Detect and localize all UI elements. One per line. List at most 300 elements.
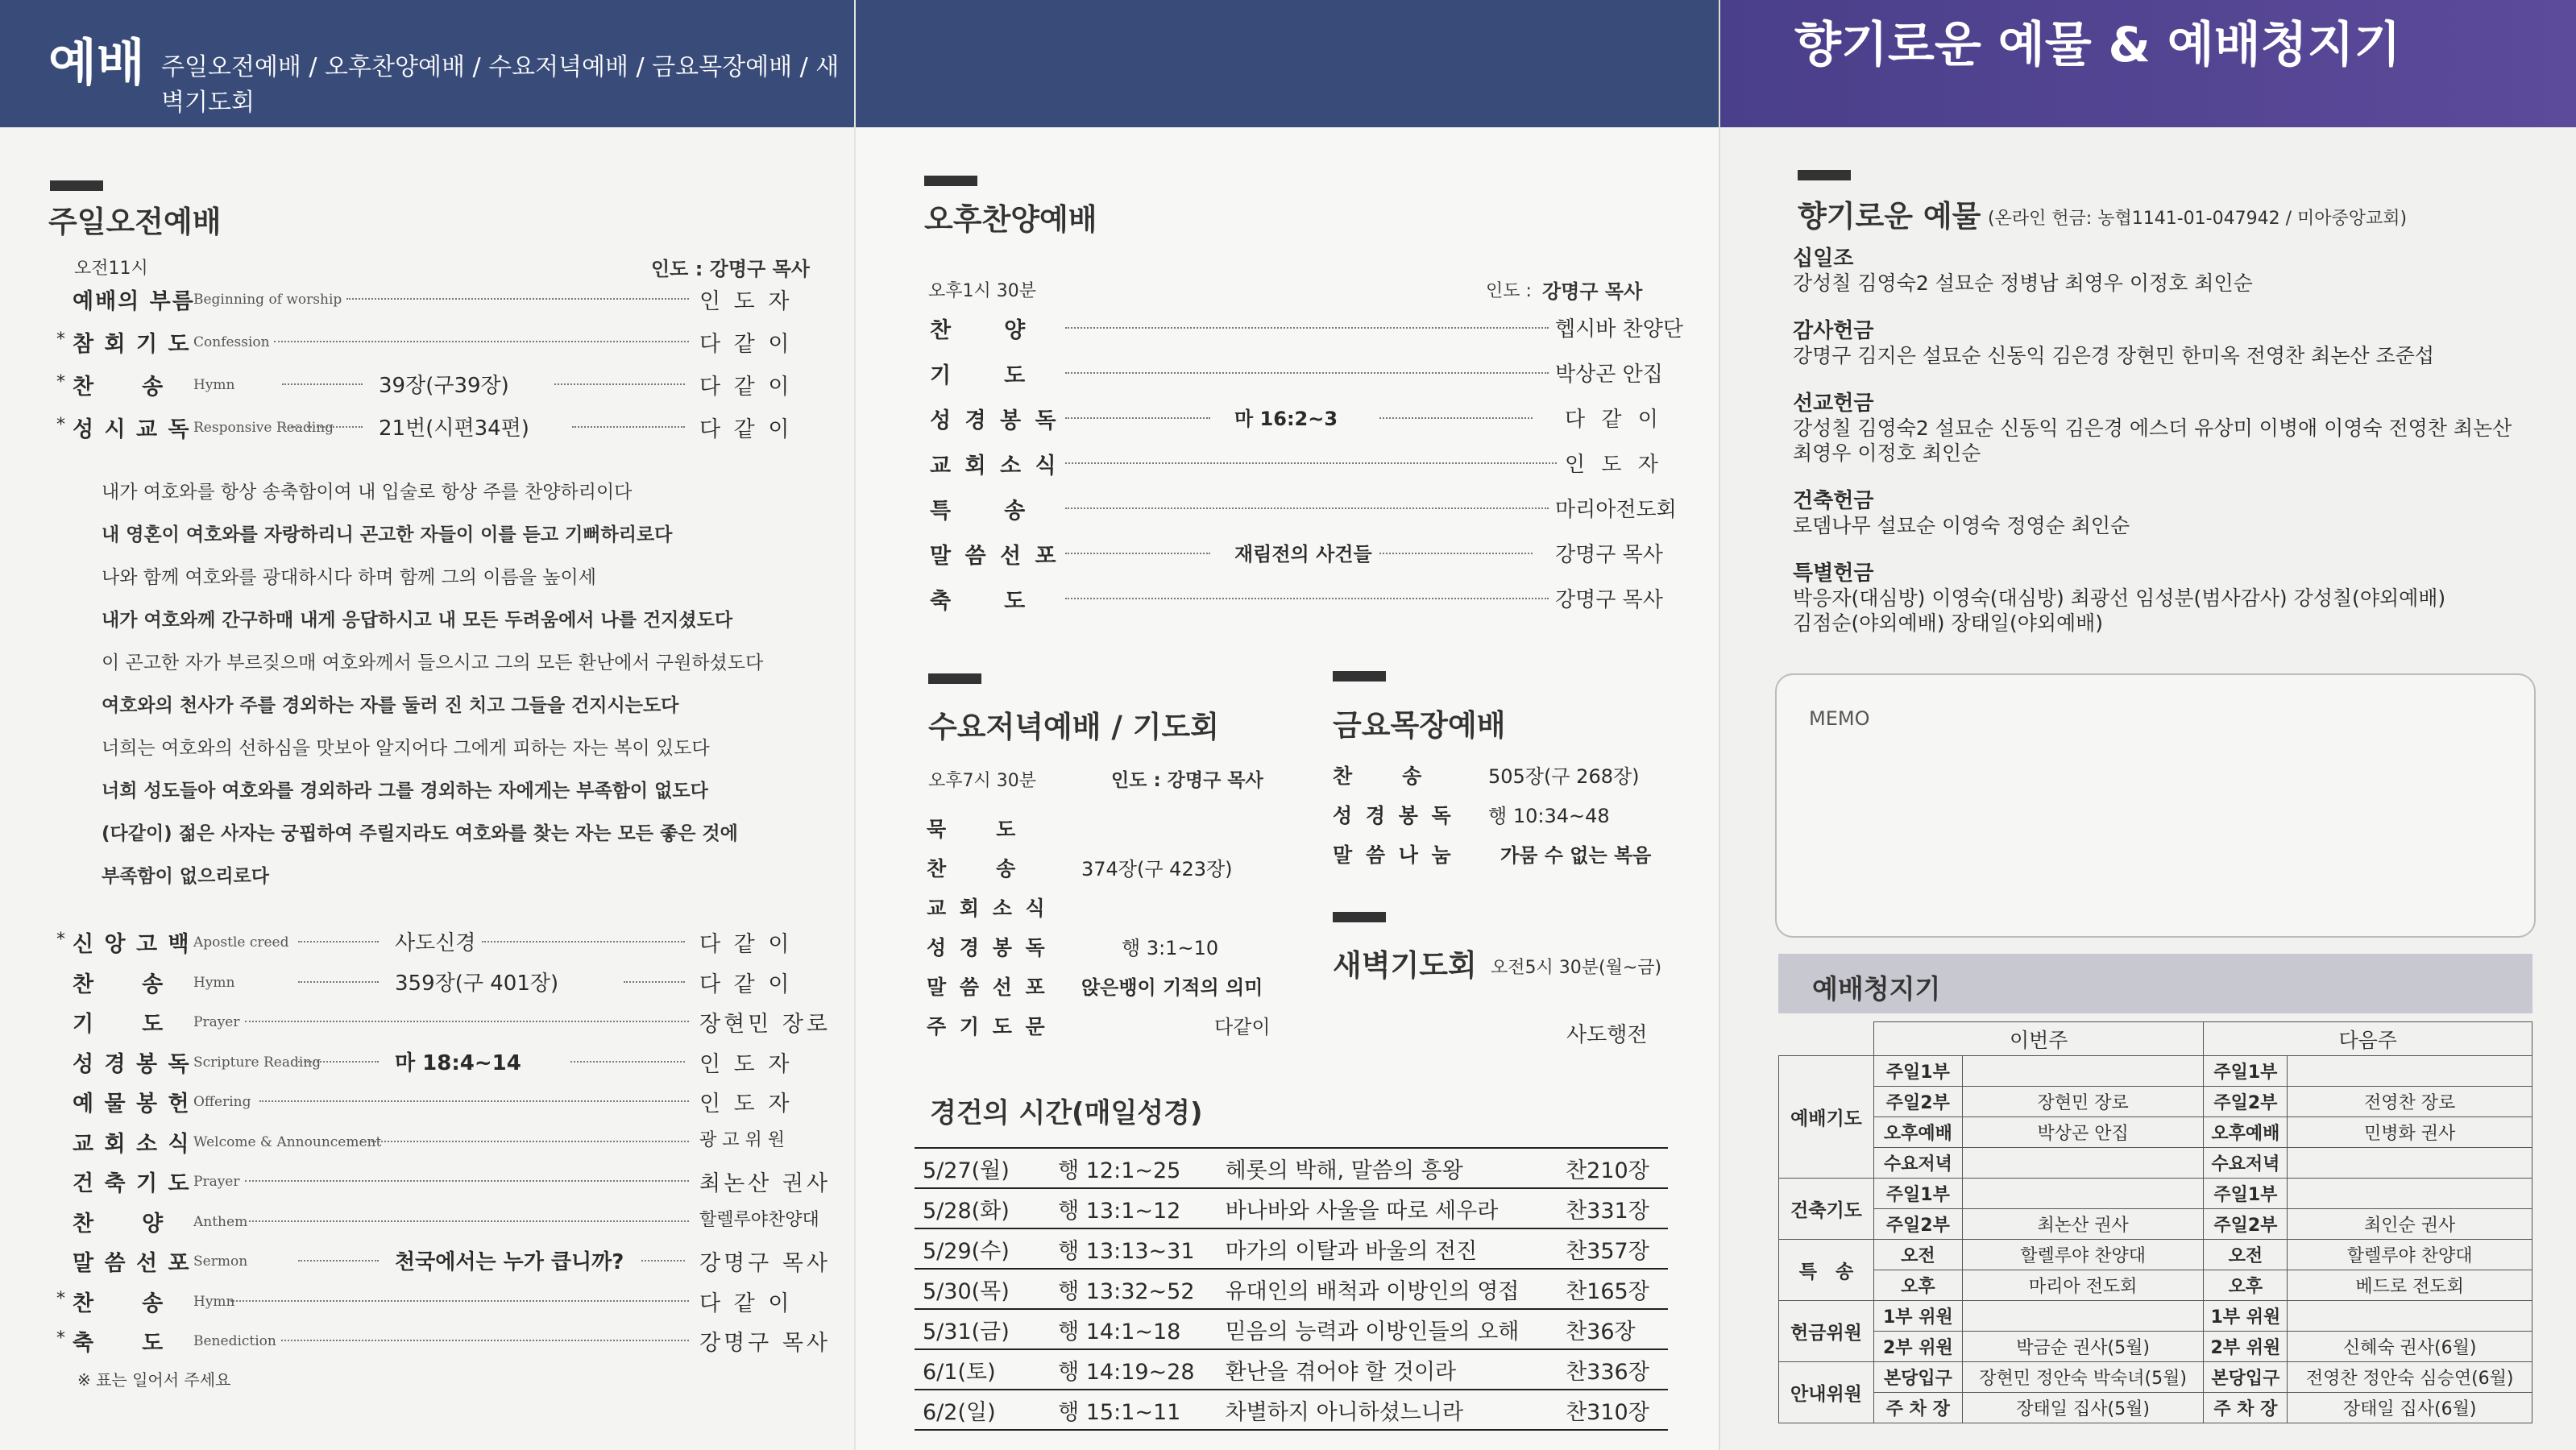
banner-subtitle: 주일오전예배 / 오후찬양예배 / 수요저녁예배 / 금요목장예배 / 새벽기도회 bbox=[161, 53, 840, 117]
order-person: 인 도 자 bbox=[1565, 453, 1663, 477]
duty-group-label: 건축기도 bbox=[1779, 1179, 1874, 1240]
duty-next-week-person: 신혜숙 권사(6월) bbox=[2288, 1332, 2532, 1362]
order-row bbox=[0, 369, 854, 401]
duty-role: 주 차 장 bbox=[1873, 1393, 1962, 1423]
order-label: 신 앙 고 백 bbox=[73, 932, 191, 957]
devotion-date: 5/27(월) bbox=[915, 1148, 1050, 1188]
order-person: 광 고 위 원 bbox=[699, 1129, 785, 1150]
offering-names: 강성칠 김영숙2 설묘순 정병남 최영우 이정호 최인순 bbox=[1793, 271, 2253, 295]
order-row bbox=[0, 1086, 854, 1118]
order-label: 성 경 봉 독 bbox=[73, 1051, 191, 1077]
duty-group-label: 특 송 bbox=[1779, 1240, 1874, 1301]
duty-next-week-person bbox=[2288, 1179, 2532, 1209]
duty-title: 예배청지기 bbox=[1812, 973, 1941, 1005]
offering-names: 강성칠 김영숙2 설묘순 신동익 김은경 에스더 유상미 이병애 이영숙 전영찬 최논산 bbox=[1793, 416, 2512, 440]
duty-role: 주일2부 bbox=[1873, 1209, 1962, 1240]
psalm-line: 내가 여호와를 항상 송축함이여 내 입술로 항상 주를 찬양하리이다 bbox=[102, 482, 633, 503]
order-row bbox=[856, 448, 1720, 480]
leader-dots bbox=[230, 1300, 689, 1302]
order-label: 찬 송 bbox=[927, 857, 1019, 880]
order-label: 교 회 소 식 bbox=[73, 1131, 191, 1157]
order-person: 강명구 목사 bbox=[1555, 588, 1663, 612]
psalm-line: 내가 여호와께 간구하매 내게 응답하시고 내 모든 두려움에서 나를 건지셨도다 bbox=[102, 610, 733, 631]
leader-dots bbox=[1379, 417, 1533, 419]
duty-role-next: 주일1부 bbox=[2204, 1179, 2288, 1209]
order-label: 찬 양 bbox=[73, 1211, 165, 1237]
order-content: 마 18:4~14 bbox=[395, 1050, 521, 1075]
order-content: 다같이 bbox=[1214, 1016, 1271, 1038]
devotion-row bbox=[915, 1228, 1668, 1269]
leader-dots bbox=[482, 941, 685, 942]
online-offering-info: (온라인 헌금: 농협1141-01-047942 / 미아중앙교회) bbox=[1988, 209, 2408, 229]
offering-names: 김점순(야외예배) 장태일(야외예배) bbox=[1793, 611, 2104, 635]
afternoon-time: 오후1시 30분 bbox=[928, 281, 1036, 301]
order-label: 교 회 소 식 bbox=[930, 454, 1060, 478]
devotion-row bbox=[915, 1148, 1668, 1188]
devotion-ref: 행 14:1~18 bbox=[1050, 1309, 1217, 1349]
duty-this-week-person: 할렐루야 찬양대 bbox=[1962, 1240, 2204, 1270]
order-row bbox=[0, 1126, 854, 1158]
order-row bbox=[0, 1166, 854, 1198]
psalm-line: (다같이) 젊은 사자는 궁핍하여 주릴지라도 여호와를 찾는 자는 모든 좋은 것에 bbox=[102, 823, 738, 844]
section-title-friday: 금요목장예배 bbox=[1333, 708, 1506, 743]
duty-role-next: 주 차 장 bbox=[2204, 1393, 2288, 1423]
duty-row bbox=[1779, 1393, 2532, 1423]
order-label: 예 물 봉 헌 bbox=[73, 1092, 191, 1116]
leader-dots bbox=[641, 1260, 685, 1262]
order-row bbox=[856, 583, 1720, 615]
duty-role-next: 수요저녁 bbox=[2204, 1148, 2288, 1179]
memo-box[interactable] bbox=[1775, 673, 2536, 938]
order-row bbox=[0, 967, 854, 999]
leader-dots bbox=[298, 941, 379, 942]
order-english-label: Hymn bbox=[193, 1293, 235, 1310]
order-label: 성 경 봉 독 bbox=[927, 936, 1048, 959]
leader-dots bbox=[572, 426, 685, 428]
psalm-line: 이 곤고한 자가 부르짖으매 여호와께서 들으시고 그의 모든 환난에서 구원하셨도다 bbox=[102, 652, 764, 673]
duty-this-week-person bbox=[1962, 1056, 2204, 1087]
order-row bbox=[856, 972, 1307, 1004]
order-label: 찬 송 bbox=[73, 1290, 165, 1316]
duty-role-next: 본당입구 bbox=[2204, 1362, 2288, 1393]
devotion-date: 6/1(토) bbox=[915, 1349, 1050, 1390]
leader-dots bbox=[282, 383, 363, 385]
duty-next-week-person bbox=[2288, 1148, 2532, 1179]
order-row bbox=[0, 326, 854, 358]
order-label: 성 경 봉 독 bbox=[1333, 804, 1454, 827]
psalm-line: 부족함이 없으리로다 bbox=[102, 866, 269, 887]
duty-row bbox=[1779, 1301, 2532, 1332]
order-person: 다 같 이 bbox=[699, 417, 793, 442]
devotion-topic: 바나바와 사울을 따로 세우라 bbox=[1217, 1188, 1558, 1228]
duty-role: 주일1부 bbox=[1873, 1056, 1962, 1087]
duty-next-week-person: 장태일 집사(6월) bbox=[2288, 1393, 2532, 1423]
devotion-row bbox=[915, 1390, 1668, 1430]
order-english-label: Beginning of worship bbox=[193, 292, 342, 308]
order-content: 359장(구 401장) bbox=[395, 971, 559, 996]
leader-dots bbox=[1065, 327, 1549, 329]
devotion-hymn: 찬336장 bbox=[1558, 1349, 1668, 1390]
devotion-hymn: 찬36장 bbox=[1558, 1309, 1668, 1349]
duty-next-week-person bbox=[2288, 1056, 2532, 1087]
offering-names: 로뎀나무 설묘순 이영숙 정영순 최인순 bbox=[1793, 514, 2130, 537]
devotion-ref: 행 15:1~11 bbox=[1050, 1390, 1217, 1430]
order-english-label: Apostle creed bbox=[193, 934, 289, 951]
devotion-date: 5/29(수) bbox=[915, 1228, 1050, 1269]
devotion-ref: 행 13:13~31 bbox=[1050, 1228, 1217, 1269]
offering-names: 박응자(대심방) 이영숙(대심방) 최광선 임성분(범사감사) 강성칠(야외예배) bbox=[1793, 586, 2446, 610]
order-person: 다 같 이 bbox=[699, 375, 793, 400]
panel-offering bbox=[1719, 0, 2576, 1450]
order-english-label: Benediction bbox=[193, 1333, 276, 1349]
order-row bbox=[856, 358, 1720, 390]
leader-dots bbox=[1065, 372, 1549, 374]
section-title-offering: 향기로운 예물 bbox=[1798, 199, 1981, 234]
order-content: 천국에서는 누가 큽니까? bbox=[395, 1250, 624, 1274]
leader-dots bbox=[298, 981, 379, 983]
duty-role: 주일2부 bbox=[1873, 1087, 1962, 1117]
duty-this-week-person bbox=[1962, 1148, 2204, 1179]
devotion-row bbox=[915, 1309, 1668, 1349]
order-star: * bbox=[56, 1328, 65, 1348]
order-label: 축 도 bbox=[73, 1331, 165, 1356]
duty-this-week-person: 최논산 권사 bbox=[1962, 1209, 2204, 1240]
offering-names: 최영우 이정호 최인순 bbox=[1793, 441, 1981, 465]
order-content: 374장(구 423장) bbox=[1081, 858, 1233, 880]
order-content: 재림전의 사건들 bbox=[1234, 543, 1372, 566]
order-row bbox=[0, 1325, 854, 1357]
devotion-date: 5/28(화) bbox=[915, 1188, 1050, 1228]
devotion-hymn: 찬310장 bbox=[1558, 1390, 1668, 1430]
leader-dots bbox=[1065, 417, 1210, 419]
order-person: 인 도 자 bbox=[699, 1092, 793, 1116]
leader-dots bbox=[1379, 553, 1533, 554]
duty-group-label: 안내위원 bbox=[1779, 1362, 1874, 1423]
sunday-time: 오전11시 bbox=[74, 259, 148, 279]
order-row bbox=[0, 1006, 854, 1038]
order-english-label: Hymn bbox=[193, 974, 235, 991]
order-row bbox=[856, 1011, 1307, 1043]
order-row bbox=[0, 1046, 854, 1079]
offering-names: 강명구 김지은 설묘순 신동익 김은경 장현민 한미옥 전영찬 최논산 조준섭 bbox=[1793, 344, 2435, 367]
duty-role-next: 1부 위원 bbox=[2204, 1301, 2288, 1332]
devotion-topic: 차별하지 아니하셨느니라 bbox=[1217, 1390, 1558, 1430]
psalm-line: 너희는 여호와의 선하심을 맛보아 알지어다 그에게 피하는 자는 복이 있도다 bbox=[102, 738, 710, 759]
devotion-ref: 행 13:1~12 bbox=[1050, 1188, 1217, 1228]
order-content: 앉은뱅이 기적의 의미 bbox=[1081, 976, 1263, 999]
order-person: 헵시바 찬양단 bbox=[1555, 317, 1683, 342]
devotion-topic: 환난을 겪어야 할 것이라 bbox=[1217, 1349, 1558, 1390]
section-bar bbox=[1333, 912, 1386, 922]
order-person: 강명구 목사 bbox=[699, 1251, 831, 1276]
order-content: 마 16:2~3 bbox=[1234, 408, 1338, 430]
order-star: * bbox=[56, 372, 65, 392]
leader-dots bbox=[570, 1061, 685, 1063]
duty-row bbox=[1779, 1148, 2532, 1179]
devotion-row bbox=[915, 1269, 1668, 1309]
devotion-ref: 행 12:1~25 bbox=[1050, 1148, 1217, 1188]
order-row bbox=[0, 412, 854, 444]
duty-next-week-person: 전영찬 정안숙 심승연(6월) bbox=[2288, 1362, 2532, 1393]
duty-role: 1부 위원 bbox=[1873, 1301, 1962, 1332]
duty-next-week-person: 할렐루야 찬양대 bbox=[2288, 1240, 2532, 1270]
order-content: 가뭄 수 없는 복음 bbox=[1500, 844, 1652, 867]
order-content: 사도신경 bbox=[395, 931, 476, 955]
duty-this-week-person: 장태일 집사(5월) bbox=[1962, 1393, 2204, 1423]
leader-dots bbox=[259, 1100, 689, 1102]
wednesday-leader: 인도 : 강명구 목사 bbox=[1111, 770, 1263, 791]
order-english-label: Confession bbox=[193, 334, 270, 350]
devotion-date: 5/31(금) bbox=[915, 1309, 1050, 1349]
duty-next-week: 다음주 bbox=[2204, 1022, 2532, 1056]
leader-dots bbox=[298, 1260, 379, 1262]
duty-next-week-person: 베드로 전도회 bbox=[2288, 1270, 2532, 1301]
duty-row bbox=[1779, 1117, 2532, 1148]
duty-row bbox=[1779, 1056, 2532, 1087]
leader-dots bbox=[1065, 462, 1557, 464]
order-row bbox=[0, 1245, 854, 1278]
order-label: 말 씀 선 포 bbox=[927, 976, 1048, 999]
order-row bbox=[0, 926, 854, 959]
duty-this-week-person: 박상곤 안집 bbox=[1962, 1117, 2204, 1148]
order-row bbox=[0, 1286, 854, 1318]
order-label: 참 회 기 도 bbox=[73, 332, 191, 357]
order-label: 교 회 소 식 bbox=[927, 897, 1048, 920]
duty-role-next: 오후예배 bbox=[2204, 1117, 2288, 1148]
devotion-topic: 마가의 이탈과 바울의 전진 bbox=[1217, 1228, 1558, 1269]
order-person: 인 도 자 bbox=[699, 289, 793, 314]
duty-role-next: 오후 bbox=[2204, 1270, 2288, 1301]
order-person: 할렐루야찬양대 bbox=[699, 1209, 819, 1230]
devotion-row bbox=[915, 1349, 1668, 1390]
section-title-dawn: 새벽기도회 bbox=[1333, 948, 1477, 983]
duty-table bbox=[1778, 1021, 2532, 1423]
duty-this-week-person: 마리아 전도회 bbox=[1962, 1270, 2204, 1301]
order-label: 성 시 교 독 bbox=[73, 417, 191, 442]
duty-next-week-person: 최인순 권사 bbox=[2288, 1209, 2532, 1240]
order-english-label: Welcome & Announcement bbox=[193, 1133, 382, 1150]
order-person: 최논산 권사 bbox=[699, 1171, 831, 1196]
psalm-line: 여호와의 천사가 주를 경외하는 자를 둘러 진 치고 그들을 건지시는도다 bbox=[102, 695, 679, 716]
duty-this-week-person bbox=[1962, 1179, 2204, 1209]
duty-this-week-person: 장현민 정안숙 박숙녀(5월) bbox=[1962, 1362, 2204, 1393]
order-label: 특 송 bbox=[930, 499, 1029, 524]
duty-this-week-person: 장현민 장로 bbox=[1962, 1087, 2204, 1117]
duty-role: 주일1부 bbox=[1873, 1179, 1962, 1209]
order-person: 마리아전도회 bbox=[1555, 498, 1677, 522]
order-english-label: Hymn bbox=[193, 377, 235, 393]
order-person: 다 같 이 bbox=[699, 332, 793, 357]
order-person: 인 도 자 bbox=[699, 1051, 793, 1077]
section-bar bbox=[924, 176, 977, 186]
leader-dots bbox=[624, 981, 685, 983]
duty-next-week-person: 민병화 권사 bbox=[2288, 1117, 2532, 1148]
order-row bbox=[856, 493, 1720, 525]
dawn-time: 오전5시 30분(월~금) bbox=[1491, 958, 1662, 978]
order-person: 다 같 이 bbox=[1565, 408, 1663, 432]
order-english-label: Responsive Reading bbox=[193, 420, 334, 436]
duty-role: 오전 bbox=[1873, 1240, 1962, 1270]
duty-this-week-person bbox=[1962, 1301, 2204, 1332]
offering-group-label: 선교헌금 bbox=[1793, 392, 1874, 416]
devotion-hymn: 찬331장 bbox=[1558, 1188, 1668, 1228]
leader-dots bbox=[298, 1061, 379, 1063]
order-row bbox=[856, 538, 1720, 570]
offering-group-label: 십일조 bbox=[1793, 246, 1854, 271]
duty-role: 오후 bbox=[1873, 1270, 1962, 1301]
offering-group-label: 특별헌금 bbox=[1793, 561, 1874, 586]
devotion-topic: 유대인의 배척과 이방인의 영접 bbox=[1217, 1269, 1558, 1309]
order-row bbox=[856, 313, 1720, 345]
section-title-devotion: 경건의 시간(매일성경) bbox=[930, 1097, 1203, 1129]
panel-sunday-worship bbox=[0, 0, 854, 1450]
worship-banner-middle bbox=[856, 0, 1720, 127]
duty-row bbox=[1779, 1087, 2532, 1117]
wednesday-time: 오후7시 30분 bbox=[928, 771, 1036, 791]
leader-dots bbox=[554, 383, 685, 385]
order-label: 찬 송 bbox=[1333, 764, 1425, 788]
order-label: 찬 송 bbox=[73, 972, 165, 997]
devotion-hymn: 찬210장 bbox=[1558, 1148, 1668, 1188]
memo-label: MEMO bbox=[1809, 707, 1870, 730]
order-label: 주 기 도 문 bbox=[927, 1015, 1048, 1038]
section-bar bbox=[928, 673, 981, 684]
banner-title: 예배 bbox=[48, 33, 145, 92]
order-label: 묵 도 bbox=[927, 818, 1019, 841]
order-english-label: Sermon bbox=[193, 1253, 248, 1270]
order-label: 말 씀 나 눔 bbox=[1333, 843, 1454, 867]
duty-row bbox=[1779, 1179, 2532, 1209]
duty-row bbox=[1779, 1270, 2532, 1301]
order-label: 기 도 bbox=[73, 1012, 165, 1037]
section-bar bbox=[1798, 170, 1851, 180]
order-content: 505장(구 268장) bbox=[1488, 765, 1640, 788]
dawn-book: 사도행전 bbox=[1566, 1023, 1648, 1047]
panel-weekday-worship bbox=[854, 0, 1720, 1450]
duty-row bbox=[1779, 1362, 2532, 1393]
order-english-label: Scripture Reading bbox=[193, 1054, 321, 1071]
order-person: 장현민 장로 bbox=[699, 1012, 831, 1037]
section-title-sunday: 주일오전예배 bbox=[48, 205, 222, 239]
sunday-leader: 인도 : 강명구 목사 bbox=[651, 258, 810, 280]
devotion-date: 6/2(일) bbox=[915, 1390, 1050, 1430]
leader-dots bbox=[1065, 553, 1210, 554]
devotion-ref: 행 13:32~52 bbox=[1050, 1269, 1217, 1309]
devotion-row bbox=[915, 1188, 1668, 1228]
order-label: 축 도 bbox=[930, 589, 1029, 614]
order-star: * bbox=[56, 329, 65, 350]
order-label: 성 경 봉 독 bbox=[930, 408, 1060, 433]
duty-group-label: 예배기도 bbox=[1779, 1056, 1874, 1179]
duty-role-next: 오전 bbox=[2204, 1240, 2288, 1270]
leader-dots bbox=[245, 1021, 689, 1022]
leader-dots bbox=[281, 1340, 689, 1341]
order-star: * bbox=[56, 1288, 65, 1309]
offering-group-label: 감사헌금 bbox=[1793, 319, 1874, 343]
order-star: * bbox=[56, 930, 65, 950]
worship-banner bbox=[0, 0, 854, 127]
devotion-topic: 헤롯의 박해, 말씀의 흥왕 bbox=[1217, 1148, 1558, 1188]
offering-banner-title: 향기로운 예물 & 예배청지기 bbox=[1794, 17, 2401, 73]
order-person: 강명구 목사 bbox=[699, 1331, 831, 1356]
duty-this-week: 이번주 bbox=[1873, 1022, 2204, 1056]
psalm-line: 내 영혼이 여호와를 자랑하리니 곤고한 자들이 이를 듣고 기뻐하리로다 bbox=[102, 524, 673, 545]
leader-dots bbox=[346, 298, 689, 300]
duty-role: 2부 위원 bbox=[1873, 1332, 1962, 1362]
order-label: 찬 양 bbox=[930, 318, 1029, 343]
devotion-table bbox=[915, 1147, 1668, 1431]
leader-dots bbox=[282, 426, 363, 428]
psalm-line: 너희 성도들아 여호와를 경외하라 그를 경외하는 자에게는 부족함이 없도다 bbox=[102, 781, 708, 802]
order-row bbox=[856, 839, 1652, 872]
section-bar bbox=[1333, 671, 1386, 682]
devotion-topic: 믿음의 능력과 이방인들의 오해 bbox=[1217, 1309, 1558, 1349]
order-person: 박상곤 안집 bbox=[1555, 362, 1663, 387]
order-person: 다 같 이 bbox=[699, 1290, 793, 1316]
order-row bbox=[856, 403, 1720, 435]
afternoon-leader-label: 인도 : bbox=[1486, 281, 1532, 301]
devotion-ref: 행 14:19~28 bbox=[1050, 1349, 1217, 1390]
order-label: 찬 송 bbox=[73, 375, 165, 400]
order-english-label: Prayer bbox=[193, 1174, 240, 1190]
order-row bbox=[856, 760, 1640, 793]
leader-dots bbox=[361, 1141, 689, 1142]
devotion-hymn: 찬357장 bbox=[1558, 1228, 1668, 1269]
offering-banner bbox=[1720, 0, 2576, 127]
duty-role: 오후예배 bbox=[1873, 1117, 1962, 1148]
order-row bbox=[856, 893, 1307, 925]
duty-header-bar bbox=[1778, 954, 2532, 1013]
offering-group-label: 건축헌금 bbox=[1793, 489, 1874, 513]
order-row bbox=[856, 932, 1307, 964]
leader-dots bbox=[245, 1220, 689, 1222]
leader-dots bbox=[274, 341, 689, 342]
duty-group-label: 헌금위원 bbox=[1779, 1301, 1874, 1362]
devotion-date: 5/30(목) bbox=[915, 1269, 1050, 1309]
order-content: 행 10:34~48 bbox=[1488, 805, 1610, 827]
order-label: 말 씀 선 포 bbox=[930, 544, 1060, 569]
order-content: 39장(구39장) bbox=[379, 374, 509, 398]
duty-next-week-person bbox=[2288, 1301, 2532, 1332]
duty-role: 수요저녁 bbox=[1873, 1148, 1962, 1179]
section-bar bbox=[50, 180, 103, 191]
section-title-afternoon: 오후찬양예배 bbox=[924, 202, 1097, 237]
duty-next-week-person: 전영찬 장로 bbox=[2288, 1087, 2532, 1117]
duty-this-week-person: 박금순 권사(5월) bbox=[1962, 1332, 2204, 1362]
psalm-line: 나와 함께 여호와를 광대하시다 하며 함께 그의 이름을 높이세 bbox=[102, 567, 596, 588]
afternoon-leader: 강명구 목사 bbox=[1542, 280, 1643, 303]
order-english-label: Prayer bbox=[193, 1014, 240, 1030]
order-row bbox=[0, 284, 854, 316]
order-label: 기 도 bbox=[930, 363, 1029, 388]
leader-dots bbox=[245, 1180, 689, 1182]
order-content: 행 3:1~10 bbox=[1122, 937, 1219, 959]
duty-role-next: 2부 위원 bbox=[2204, 1332, 2288, 1362]
order-person: 다 같 이 bbox=[699, 932, 793, 957]
order-english-label: Offering bbox=[193, 1094, 251, 1110]
standing-note: ※ 표는 일어서 주세요 bbox=[77, 1370, 231, 1390]
leader-dots bbox=[1065, 598, 1549, 599]
order-label: 예배의 부름 bbox=[73, 289, 195, 314]
duty-row bbox=[1779, 1240, 2532, 1270]
order-row bbox=[856, 800, 1610, 832]
order-person: 다 같 이 bbox=[699, 972, 793, 997]
order-english-label: Anthem bbox=[193, 1213, 248, 1230]
section-title-wednesday: 수요저녁예배 / 기도회 bbox=[928, 710, 1219, 744]
duty-role-next: 주일1부 bbox=[2204, 1056, 2288, 1087]
duty-role-next: 주일2부 bbox=[2204, 1209, 2288, 1240]
duty-role: 본당입구 bbox=[1873, 1362, 1962, 1393]
